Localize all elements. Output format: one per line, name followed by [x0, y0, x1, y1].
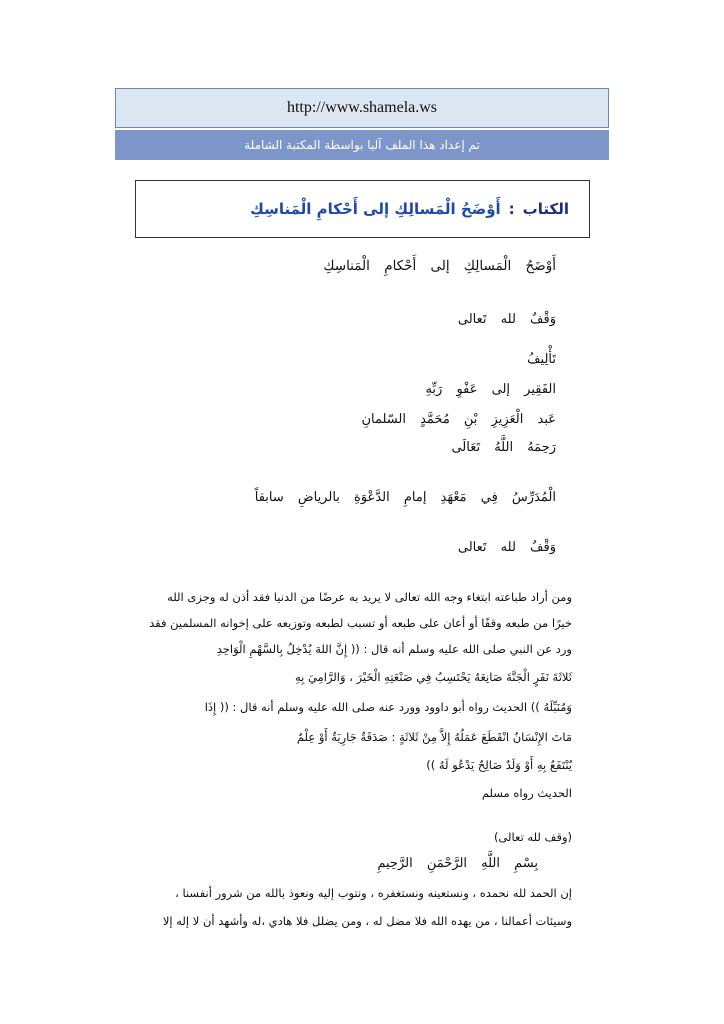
author-line-2: عَبد الْعَزِيزِ بْنِ مُحَمَّدٍ السّلمانِ: [361, 412, 556, 427]
book-title-box: [135, 180, 590, 238]
hadith-line-5: وَمُنَبِّلَهُ )) الحديث رواه أبو داوود وورد عنه صلى الله عليه وسلم أنه قال : (( إِذَا: [204, 700, 572, 714]
cover-book-title: أَوْضَحُ الْمَسالِكِ إلى أَحْكامِ الْمَناسِكِ: [323, 258, 556, 274]
hadith-line-1: ومن أراد طباعته ابتغاء وجه الله تعالى لا يريد به عرضًا من الدنيا فقد أذن له وجزى الله: [167, 590, 572, 604]
waqf-note: (وقف لله تعالى): [493, 830, 572, 844]
hadith-source: الحديث رواه مسلم: [481, 786, 572, 800]
source-url[interactable]: http://www.shamela.ws: [115, 88, 609, 128]
library-banner: تم إعداد هذا الملف آليا بواسطة المكتبة الشاملة: [115, 130, 609, 160]
book-title: أَوْضَحُ الْمَسالِكِ إلى أَحْكامِ الْمَناسِكِ: [250, 200, 501, 218]
teacher-line: الْمُدَرِّسُ فِي مَعْهَدِ إمامِ الدَّعْوَةِ بالرياضِ سابقاً: [254, 490, 556, 505]
author-line-3: رَحِمَهُ اللَّهُ تَعَالَى: [451, 440, 556, 455]
cover-waqf-2: وَقْفٌ لله تَعالى: [457, 540, 556, 555]
hadith-line-7: يُنْتَفَعُ بِهِ أَوْ وَلَدٌ صَالِحٌ يَدْعُو لَهُ )): [426, 758, 572, 772]
book-label: الكتاب: [522, 200, 569, 218]
hadith-line-2: خيرًا من طبعه وقفًا أو أعان على طبعه أو تسبب لطبعه وتوزيعه على إخوانه المسلمين فقد: [149, 616, 572, 630]
hadith-line-3: ورد عن النبي صلى الله عليه وسلم أنه قال : (( إِنَّ اللهَ يُدْخِلُ بِالسَّهْمِ الْوَاحِدِ: [216, 642, 572, 656]
book-label-separator: :: [508, 200, 515, 218]
hadith-line-6: مَاتَ الإِنْسَانُ انْقَطَعَ عَمَلُهُ إِلاَّ مِنْ ثَلاثَةٍ : صَدَقَةٌ جَارِيَةٌ أَوْ عِلْمٌ: [296, 730, 572, 744]
intro-line-1: إن الحمد لله نحمده ، ونستعينه ونستغفره ، ونتوب إليه ونعوذ بالله من شرور أنفسنا ،: [175, 886, 572, 900]
basmala: بِسْمِ اللَّهِ الرَّحْمَنِ الرَّحِيمِ: [377, 856, 538, 871]
hadith-line-4: ثَلاثَةَ نَفَرٍ الْجَنَّةَ صَانِعَهُ يَحْتَسِبُ فِي صَنْعَتِهِ الْخَيْرَ ، وَالرَّامِيَ بِهِ: [295, 670, 572, 684]
cover-waqf-1: وَقْفٌ لله تَعالى: [457, 312, 556, 327]
author-line-1: الفَقِير إلى عَفْوِ رَبِّهِ: [425, 382, 556, 397]
intro-line-2: وسيئات أعمالنا ، من يهده الله فلا مضل له ، ومن يضلل فلا هادي ،له وأشهد أن لا إله إلا: [162, 914, 572, 928]
authored-label: تَأْلِيفُ: [527, 352, 556, 367]
